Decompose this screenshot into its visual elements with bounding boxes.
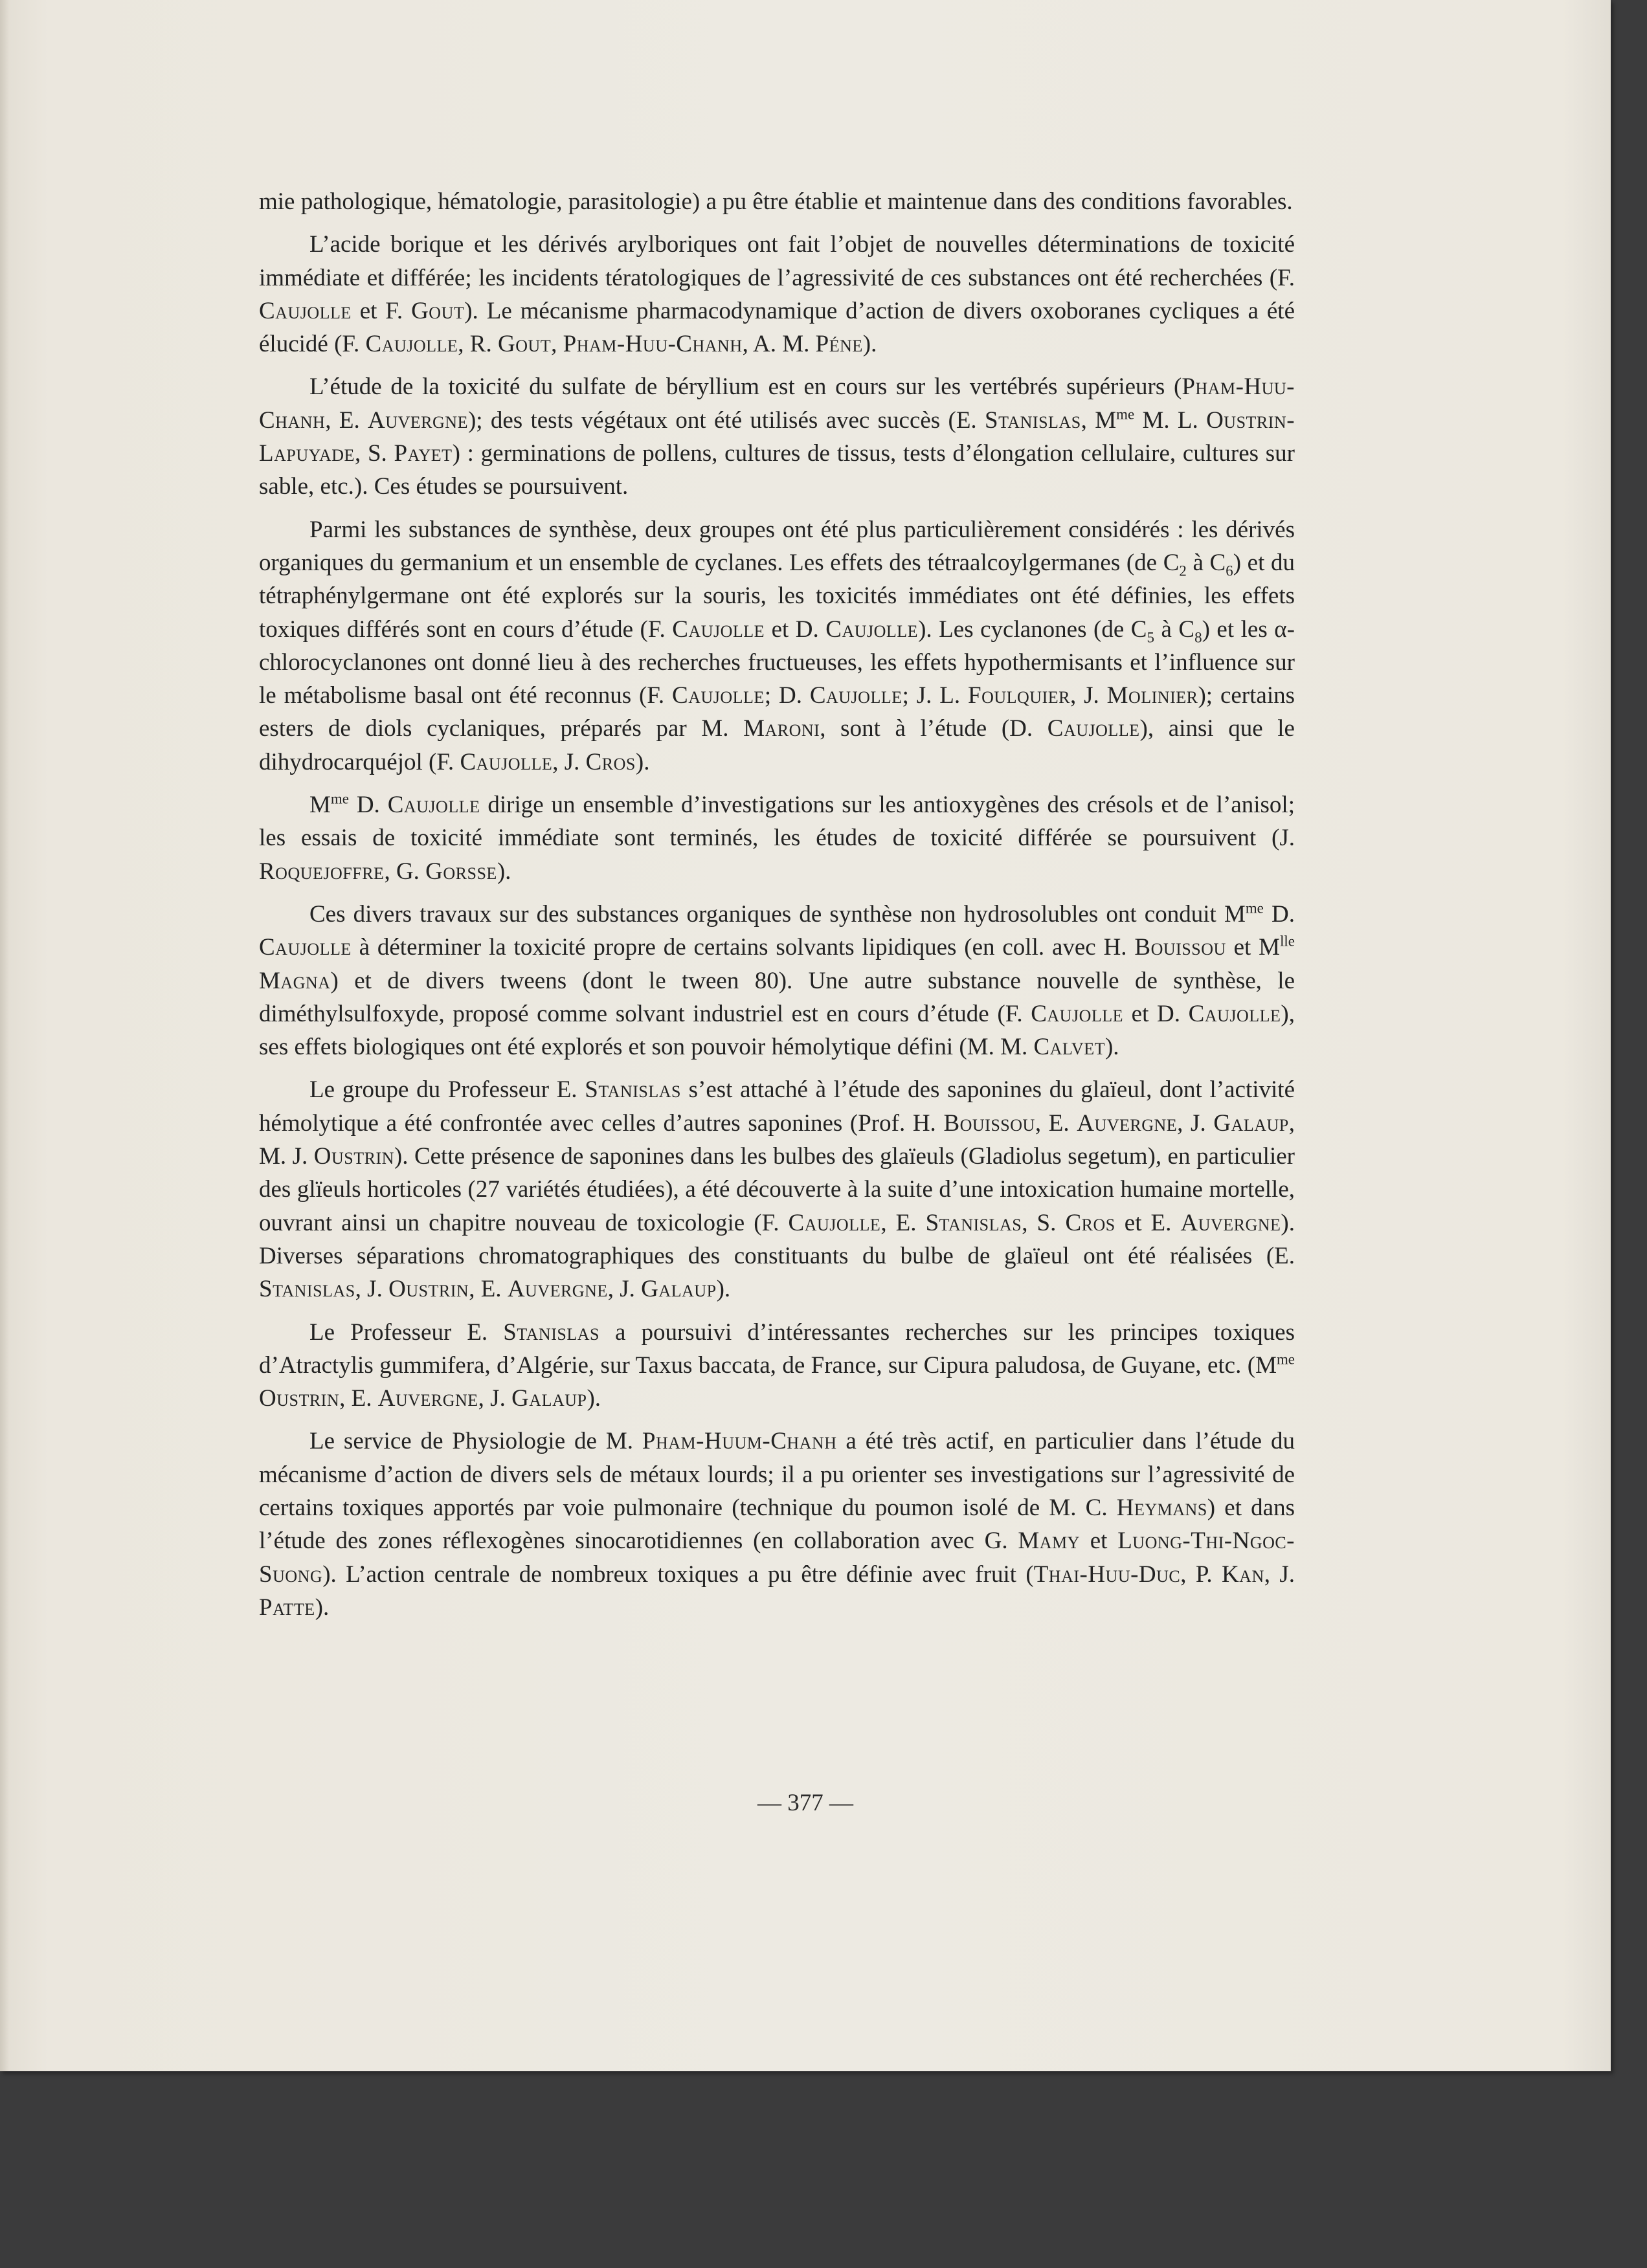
text-run: D.	[1263, 900, 1295, 928]
text-run: et E.	[1115, 1209, 1181, 1236]
text-run: ) et de divers tweens (dont le tween 80). Une autre substance nouvelle de synthèse, le diméthylsulfoxyde, proposé comme solvant industriel est en cours d’étude (F.	[259, 967, 1295, 1027]
text-run: , J.	[552, 748, 586, 775]
text-run: mie pathologique, hématologie, parasitologie) a pu être établie et maintenue dans des conditions favorables.	[259, 188, 1293, 215]
paragraph	[259, 1073, 1295, 1306]
text-run: ). Diverses séparations chromatographiques des constituants du bulbe de glaïeul ont été réalisées (E.	[259, 1209, 1295, 1269]
text-run: , sont à l’étude (D.	[820, 715, 1048, 742]
author-name: Payet	[394, 440, 453, 467]
author-name: Oustrin	[259, 1385, 340, 1412]
text-run: ), ainsi que le dihydrocarquéjol (F.	[259, 715, 1295, 775]
author-name: Caujolle	[1031, 1000, 1123, 1027]
text-run: ).	[497, 858, 511, 885]
text-run: ). Les cyclanones (de C	[918, 616, 1147, 643]
text-run: ) et du tétraphénylgermane ont été explorés sur la souris, les toxicités immédiates ont été définies, les effets toxiques différés sont en cours d’étude (F.	[259, 549, 1295, 643]
subscript: 8	[1194, 628, 1202, 645]
text-run: à C	[1186, 549, 1226, 576]
author-name: Roquejoffre	[259, 858, 385, 885]
text-run: , A. M.	[742, 331, 816, 358]
author-name: Galaup	[511, 1385, 587, 1412]
text-run: Parmi les substances de synthèse, deux groupes ont été plus particulièrement considérés : les dérivés organiques du germanium et un ensemble de cyclanes. Les effets des tétraalcoylgermanes (de C	[259, 516, 1295, 576]
author-name: Oustrin	[313, 1143, 394, 1170]
author-name: Calvet	[1033, 1034, 1105, 1061]
author-name: Patte	[259, 1594, 315, 1621]
text-run: , J.	[1264, 1561, 1295, 1588]
text-run: ) : germinations de pollens, cultures de tissus, tests d’élongation cellulaire, cultures sur sable, etc.). Ces études se poursuivent.	[259, 440, 1295, 500]
author-name: Péne	[815, 331, 863, 358]
author-name: Auvergne	[1077, 1109, 1178, 1137]
author-name: Stanislas	[503, 1318, 599, 1346]
text-run: L’acide borique et les dérivés arylboriques ont fait l’objet de nouvelles déterminations de toxicité immédiate et différée; les incidents tératologiques de l’agressivité de ces substances ont été recherchées (F.	[259, 231, 1295, 291]
text-run: dirige un ensemble d’investigations sur les antioxygènes des crésols et de l’anisol; les essais de toxicité immédiate sont terminés, les études de toxicité différée se poursuivent (J.	[259, 792, 1295, 852]
text-run: , S.	[1022, 1209, 1066, 1236]
text-run: et M	[1226, 934, 1281, 961]
author-name: Caujolle	[672, 682, 765, 709]
text-run: , P.	[1180, 1561, 1222, 1588]
text-run: et F.	[351, 297, 412, 324]
author-name: Bouissou	[1134, 934, 1226, 961]
author-name: Luong-Thi-Ngoc-Suong	[259, 1528, 1295, 1588]
author-name: Caujolle	[1047, 715, 1140, 742]
text-run: , G.	[384, 858, 426, 885]
paragraph	[259, 370, 1295, 503]
author-name: Caujolle	[672, 616, 765, 643]
author-name: Kan	[1221, 1561, 1264, 1588]
superscript: me	[1276, 1351, 1295, 1368]
text-run: M. L.	[1134, 406, 1207, 434]
page-number: — 377 —	[757, 1790, 853, 1816]
text-run: ).	[716, 1276, 731, 1303]
author-name: Cros	[1065, 1209, 1115, 1236]
author-name: Gout	[497, 331, 552, 358]
author-name: Stanislas	[585, 1076, 681, 1104]
text-run: ).	[1104, 1034, 1119, 1061]
author-name: Caujolle	[259, 934, 352, 961]
text-run: s’est attaché à l’étude des saponines du glaïeul, dont l’activité hémolytique a été confrontée avec celles d’autres saponines (Prof. H.	[259, 1076, 1295, 1137]
paragraph	[259, 513, 1295, 779]
author-name: Pham-Huu-Chanh	[563, 331, 743, 358]
text-run: L’étude de la toxicité du sulfate de béryllium est en cours sur les vertébrés supérieurs (	[309, 373, 1182, 401]
author-name: Auvergne	[377, 1385, 478, 1412]
text-run: , J.	[1177, 1109, 1214, 1137]
subscript: 6	[1226, 562, 1233, 579]
text-run: ).	[635, 748, 650, 775]
author-name: Caujolle	[788, 1209, 881, 1236]
text-run: ). L’action centrale de nombreux toxiques a pu être définie avec fruit (	[322, 1561, 1034, 1588]
paragraph	[259, 228, 1295, 361]
text-run: , E.	[880, 1209, 926, 1236]
author-name: Maroni	[743, 715, 820, 742]
author-name: Oustrin-Lapuyade	[259, 406, 1295, 467]
paragraph	[259, 1425, 1295, 1624]
text-run: Le groupe du Professeur E.	[309, 1076, 585, 1104]
author-name: Galaup	[641, 1276, 717, 1303]
author-name: Mamy	[1018, 1528, 1080, 1555]
author-name: Caujolle	[825, 616, 919, 643]
text-run: ) et les α-chlorocyclanones ont donné lieu à des recherches fructueuses, les effets hypothermisants et l’influence sur le métabolisme basal ont été reconnus (F.	[259, 616, 1295, 709]
text-run: à C	[1154, 616, 1195, 643]
text-run: a été très actif, en particulier dans l’étude du mécanisme d’action de divers sels de métaux lourds; il a pu orienter ses investigations sur l’agressivité de certains toxiques apportés par voie pulmonaire (technique du poumon isolé de M. C.	[259, 1428, 1295, 1521]
text-run: , E.	[469, 1276, 508, 1303]
superscript: me	[1245, 900, 1264, 917]
author-name: Pham-Huum-Chanh	[642, 1428, 837, 1455]
paragraph	[259, 1316, 1295, 1416]
author-name: Galaup	[1213, 1109, 1289, 1137]
author-name: Gorsse	[425, 858, 497, 885]
author-name: Caujolle	[809, 682, 902, 709]
text-run: , R.	[458, 331, 498, 358]
text-run: , J.	[607, 1276, 642, 1303]
author-name: Caujolle	[259, 297, 352, 324]
author-name: Caujolle	[1188, 1000, 1281, 1027]
text-run: à déterminer la toxicité propre de certains solvants lipidiques (en coll. avec H.	[351, 934, 1135, 961]
author-name: Auvergne	[1180, 1209, 1281, 1236]
text-run: , J.	[355, 1276, 389, 1303]
text-run: , J.	[1070, 682, 1107, 709]
text-run: ).	[587, 1385, 601, 1412]
text-run: ). Le mécanisme pharmacodynamique d’action de divers oxoboranes cycliques a été élucidé (F.	[259, 297, 1295, 358]
author-name: Magna	[259, 967, 331, 994]
superscript: me	[330, 790, 349, 807]
text-run: a poursuivi d’intéressantes recherches sur les principes toxiques d’Atractylis gummifera, d’Algérie, sur Taxus baccata, de France, sur Cipura paludosa, de Guyane, etc. (M	[259, 1318, 1295, 1379]
author-name: Stanislas	[985, 406, 1081, 434]
author-name: Auvergne	[368, 406, 468, 434]
author-name: Caujolle	[460, 748, 553, 775]
paragraph	[259, 788, 1295, 888]
text-run: M	[309, 792, 331, 819]
text-run: , S.	[354, 440, 394, 467]
text-run: ; J. L.	[902, 682, 969, 709]
body-text	[259, 185, 1295, 1634]
text-run: , E.	[325, 406, 368, 434]
text-run: , M	[1081, 406, 1117, 434]
text-run: et D.	[765, 616, 826, 643]
author-name: Oustrin	[388, 1276, 469, 1303]
text-run: et D.	[1123, 1000, 1189, 1027]
subscript: 2	[1179, 562, 1187, 579]
author-name: Auvergne	[507, 1276, 608, 1303]
author-name: Caujolle	[387, 792, 480, 819]
author-name: Thai-Huu-Duc	[1033, 1561, 1181, 1588]
text-run: et	[1079, 1528, 1118, 1555]
text-run: ). Cette présence de saponines dans les bulbes des glaïeuls (Gladiolus segetum), en particulier des glïeuls horticoles (27 variétés étudiées), a été découverte à la suite d’une intoxication humaine mortelle, ouvrant ainsi un chapitre nouveau de toxicologie (F.	[259, 1143, 1295, 1236]
text-run: ; D.	[764, 682, 810, 709]
text-run: , E.	[339, 1385, 378, 1412]
author-name: Gout	[411, 297, 465, 324]
text-run: Ces divers travaux sur des substances organiques de synthèse non hydrosolubles ont conduit M	[309, 900, 1246, 928]
author-name: Stanislas	[259, 1276, 355, 1303]
text-run: , E.	[1035, 1109, 1077, 1137]
paragraph	[259, 185, 1295, 218]
author-name: Heymans	[1116, 1494, 1207, 1521]
superscript: lle	[1280, 933, 1295, 950]
page-binding-edge	[0, 0, 9, 2071]
text-run: ); certains esters de diols cyclaniques, préparés par M.	[259, 682, 1295, 742]
author-name: Cros	[585, 748, 636, 775]
author-name: Molinier	[1106, 682, 1198, 709]
subscript: 5	[1147, 628, 1154, 645]
author-name: Caujolle	[365, 331, 458, 358]
text-run: ).	[862, 331, 877, 358]
paragraph	[259, 898, 1295, 1063]
text-run: ,	[551, 331, 563, 358]
text-run: ), ses effets biologiques ont été explorés et son pouvoir hémolytique défini (M. M.	[259, 1000, 1295, 1061]
text-run: ).	[315, 1594, 330, 1621]
author-name: Pham-Huu-Chanh	[259, 373, 1295, 434]
text-run: Le service de Physiologie de M.	[309, 1428, 642, 1455]
author-name: Stanislas	[925, 1209, 1022, 1236]
author-name: Foulquier	[968, 682, 1070, 709]
author-name: Bouissou	[943, 1109, 1035, 1137]
text-run: D.	[348, 792, 388, 819]
text-run: ); des tests végétaux ont été utilisés avec succès (E.	[467, 406, 985, 434]
text-run: , M. J.	[259, 1109, 1295, 1170]
text-run: , J.	[478, 1385, 512, 1412]
text-run: ) et dans l’étude des zones réflexogènes sinocarotidiennes (en collaboration avec G.	[259, 1494, 1295, 1555]
superscript: me	[1116, 406, 1135, 423]
text-run: Le Professeur E.	[309, 1318, 504, 1346]
